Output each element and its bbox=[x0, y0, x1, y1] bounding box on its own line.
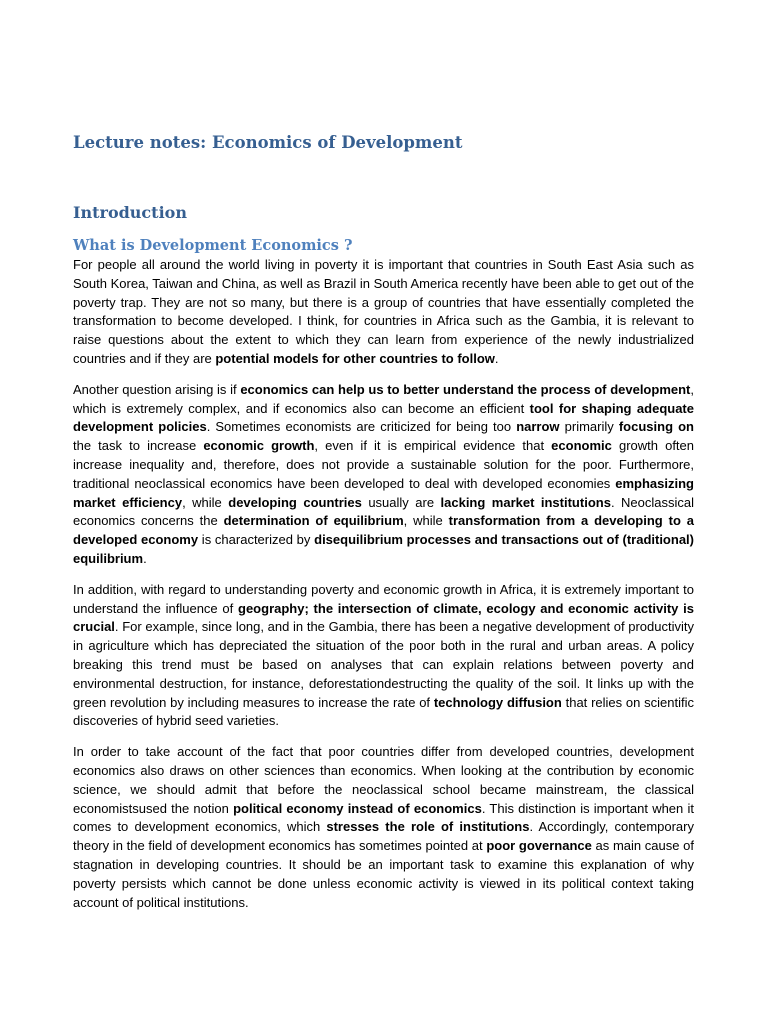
emphasis-text: lacking market institutions bbox=[440, 494, 611, 510]
paragraph-text: usually are bbox=[361, 494, 441, 510]
paragraph-text: For people all around the world living in poverty it is important that countries in South East Asia such as South Korea, Taiwan and China, as well as Brazil in South America recently have been able to get out of the poverty trap. They are not so many, but there is a group of countries that have essentially completed the transformation to become developed. I think, for countries in Africa such as the Gambia, it is relevant to raise questions about the extent to which they can learn from experience of the newly industrialized countries and if they are bbox=[73, 257, 694, 366]
emphasis-text: tool for shaping adequate development policies bbox=[73, 400, 694, 435]
emphasis-text: disequilibrium processes and transactions out of (traditional) equilibrium bbox=[73, 532, 694, 566]
emphasis-text: narrow bbox=[516, 419, 560, 435]
paragraph-list bbox=[73, 256, 694, 912]
paragraph-text: . Neoclassical economics concerns the bbox=[73, 494, 694, 529]
paragraph-text: . Sometimes economists are criticized for being too bbox=[206, 419, 517, 435]
paragraph-text: growth often increase inequality and, therefore, does not provide a sustainable solution for the poor. Furthermore, traditional neoclassical economics have been developed to deal with developed economies bbox=[73, 438, 694, 491]
paragraph-text: , even if it is empirical evidence that bbox=[314, 438, 552, 454]
paragraph-text: the task to increase bbox=[73, 438, 204, 454]
paragraph-text: . Accordingly, contemporary theory in the field of development economics has sometimes pointed at bbox=[73, 819, 694, 854]
section-heading-introduction: Introduction bbox=[73, 203, 187, 222]
emphasis-text: economic bbox=[551, 438, 612, 454]
paragraph-text: . bbox=[494, 350, 499, 366]
document-title: Lecture notes: Economics of Development bbox=[73, 133, 463, 152]
emphasis-text: developing countries bbox=[228, 494, 362, 510]
body-paragraph bbox=[73, 381, 694, 569]
emphasis-text: technology diffusion bbox=[433, 694, 562, 710]
emphasis-text: geography; the intersection of climate, ecology and economic activity is crucial bbox=[73, 600, 694, 635]
emphasis-text: focusing on bbox=[618, 419, 694, 435]
paragraph-text: In addition, with regard to understanding poverty and economic growth in Africa, it is extremely important to understand the influence of bbox=[73, 581, 694, 616]
emphasis-text: political economy instead of economics bbox=[233, 800, 482, 816]
emphasis-text: economic growth bbox=[203, 438, 315, 454]
paragraph-text: In order to take account of the fact that poor countries differ from developed countries, development economics also draws on other sciences than economics. When looking at the contribution by economic science, we should admit that before the neoclassical school became mainstream, the classical economistsused the notion bbox=[73, 744, 694, 816]
emphasis-text: stresses the role of institutions bbox=[326, 819, 530, 835]
paragraph-text: . For example, since long, and in the Gambia, there has been a negative development of productivity in agriculture which has depreciated the situation of the poor both in the rural and urban areas. A policy breaking this trend must be based on analyses that can explain relations between poverty and environmental destruction, for instance, deforestationdestructing the quality of the soil. It links up with the green revolution by including measures to increase the rate of bbox=[73, 619, 694, 710]
emphasis-text: emphasizing market efficiency bbox=[73, 475, 694, 510]
document-body bbox=[73, 132, 694, 924]
paragraph-text: is characterized by bbox=[198, 532, 315, 548]
body-paragraph bbox=[73, 743, 694, 912]
paragraph-text: as main cause of stagnation in developing countries. It should be an important task to examine this explanation of why poverty persists which cannot be done unless economic activity is viewed in its political context taking account of political institutions. bbox=[73, 838, 694, 910]
body-paragraph bbox=[73, 581, 694, 731]
paragraph-text: primarily bbox=[559, 419, 619, 435]
body-paragraph bbox=[73, 256, 694, 369]
emphasis-text: economics can help us to better understand the process of development bbox=[240, 381, 691, 397]
paragraph-text: that relies on scientific discoveries of hybrid seed varieties. bbox=[73, 694, 694, 729]
subsection-heading: What is Development Economics ? bbox=[73, 237, 353, 254]
paragraph-text: . bbox=[143, 550, 147, 566]
emphasis-text: determination of equilibrium bbox=[223, 513, 404, 529]
emphasis-text: transformation from a developing to a developed economy bbox=[73, 513, 694, 548]
paragraph-text: , which is extremely complex, and if economics also can become an efficient bbox=[73, 381, 694, 416]
paragraph-text: , while bbox=[403, 513, 449, 529]
paragraph-text: Another question arising is if bbox=[73, 381, 241, 397]
emphasis-text: poor governance bbox=[486, 838, 592, 854]
paragraph-text: . This distinction is important when it comes to development economics, which bbox=[73, 800, 694, 835]
emphasis-text: potential models for other countries to follow bbox=[215, 350, 495, 366]
paragraph-text: , while bbox=[182, 494, 229, 510]
